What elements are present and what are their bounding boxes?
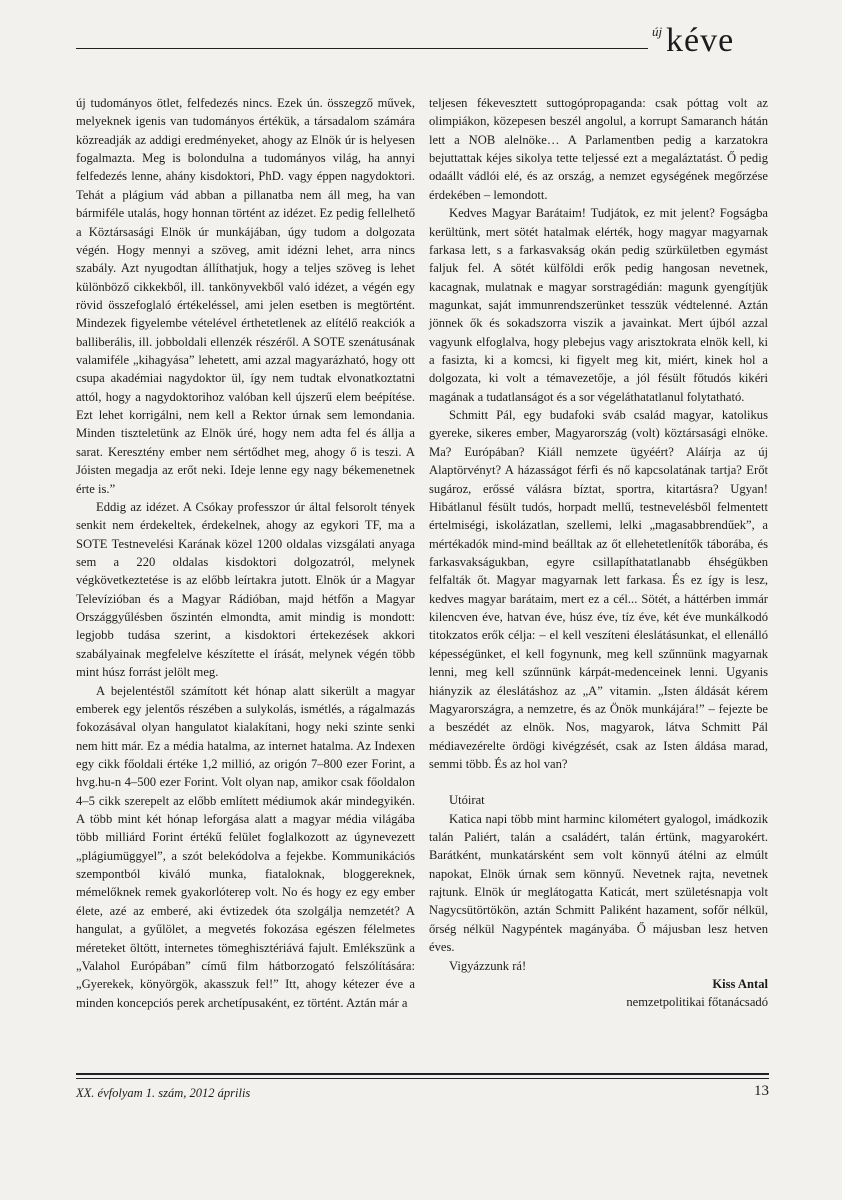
article-paragraph: új tudományos ötlet, felfedezés nincs. Ezek ún. összegző művek, melyeknek igenis van tudományos értékük, a társadalom számára közreadják az addigi eredményeket, ahogy az Elnök úr is helyesen fogalmazta. Meg is bolondulna a tudományos világ, ha annyi felfedezés lenne, ahány kisdoktori, PhD. vagy éppen nagydoktori. Tehát a plágium vád abban a pillanatba nem áll meg, ha van bármiféle utalás, hogy honnan történt az idézet. Ez pedig fellelhető a Köztársasági Elnök úr munkájában, úgy tudom a dolgozata végén. Hogy mennyi a szöveg, amit idézni lehet, arra nincs szabály. Azt nyugodtan állíthatjuk, hogy a teljes szöveg is lehet különböző cikkekből, ill. tankönyvekből való idézet, a végén egy rövid összefoglaló értékeléssel, ami jelen esetben is megtörtént. Mindezek figyelembe vételével érthetetlenek az elítélő reakciók a balliberális, ill. jobboldali ellenzék részéről. A SOTE szenátusának valamiféle „kihagyása” lehetett, ami azzal magyarázható, hogy ott csupa akadémiai nagydoktor ül, így nem tudtak elvonatkoztatni attól, hogy a nagydoktorihoz valóban kell újszerű elem beépítése. Ezt lehet korrigálni, nem kell a Rektor úrnak sem lemondania. Minden tiszteletünk az Elnök úré, hogy nem adta fel és állja a sarat. Keresztény ember nem sértődhet meg, ahogy ő is teszi. A Jóisten megadja az erőt neki. Ideje lenne egy nagy békemenetnek érte is.” [76,96,415,496]
article-paragraph: teljesen fékevesztett suttogópropaganda: csak póttag volt az olimpiákon, közepesen beszél angolul, a korrupt Samaranch hátán lett a NOB alelnöke… A Parlamentben pedig a karzatokra bejuttattak kéjes sikolya tette teljessé ezt a megaláztatást. Ő pedig odaállt vádlói elé, és az ország, a nemzet egységének megőrzése érdekében – lemondott. [429,96,768,202]
right-column [429,94,768,1012]
issue-info: XX. évfolyam 1. szám, 2012 április [76,1086,251,1100]
journal-logo [652,22,772,62]
postscript-body: Katica napi több mint harminc kilométert gyalogol, imádkozik talán Paliért, talán a családért, talán értünk, magyarokért. Barátként, munkatársként sem volt könnyű átélni az elmúlt napokat, Elnök úrnak sem könnyű. Nevetnek rajta, nevetnek rajtunk. Elnök úr meglátogatta Katicát, mert születésnapja volt Nagycsütörtökön, aztán Schmitt Paliként hazament, sofőr nélkül, őrség nélkül Nagypéntek magányába. Ő májusban lesz hetven éves. [429,811,768,955]
header-rule [76,48,648,49]
author-name: Kiss Antal [712,976,768,991]
article-paragraph: Eddig az idézet. A Csókay professzor úr által felsorolt tények senkit nem érdekeltek, érdekelnek, ahogy az egykori TF, ma a SOTE Testnevelési Karának közel 1200 oldalas vizsgálati anyaga sem a 220 oldalas kisdoktori dolgozatról, melynek végkövetkeztetése is az előbb leírtakra jutott. Elnök úr a Magyar Televízióban és a Magyar Rádióban, majd hétfőn a Magyar Országgyűlésben őszintén elmondta, amit mindig is mondott: legjobb tudása szerint, a kisdoktori értekezések akkori szabályainak megfelelve készítette el írását, melynek végén több mint húsz forrást jelölt meg. [76,499,415,680]
article-paragraph: Schmitt Pál, egy budafoki sváb család magyar, katolikus gyereke, sikeres ember, Magyarország (volt) köztársasági elnöke. Ma? Európában? Kiáll nemzete ügyéért? Aláírja az új Alaptörvényt? A házasságot férfi és nő kapcsolatának tartja? Erőt sugároz, erőssé válásra bíztat, sportra, kitartásra? Ugyan! Hibátlanul fésült tudós, horpadt mellű, testnevelésből felmentett értelmiségi, iskolázatlan, szellemi, lelki „magasabbrendűek”, a mértékadók mind-mind beálltak az őt ellehetetlenítők táborába, és farkasvakságukban, egyre csillapíthatatlanabb éhségükben felfalták őt. Magyar magyarnak lett farkasa. És ez így is lesz, kedves magyar barátaim, mert ez a cél... Sötét, a háttérben immár kilencven éve, hatvan éve, húsz éve, tíz éve, két éve munkálkodó titokzatos erők célja: – el kell veszíteni éleslátásunkat, el ellenálló képességünket, el kell fogynunk, meg kell szűnnünk magyarnak lenni, meg kell szűnnünk kárpát-medenceinek lenni. Ugyanis hiányzik az éleslátáshoz az „A” vitamin. „Isten áldását kérem Magyarországra, a nemzetre, és az Önök munkájára!” – fejezte be a beszédét az elnök. Nos, magyarok, látva Schmitt Pál médiavezérelte ördögi kivégzését, csak az Isten áldása marad, semmi több. És az hol van? [429,408,768,771]
footer-rule [76,1073,769,1075]
article-paragraph: A bejelentéstől számított két hónap alatt sikerült a magyar emberek egy jelentős részében a sulykolás, ismétlés, a rágalmazás fokozásával olyan hangulatot kialakítani, hogy neki szinte senki nem hitt már. Ez a média hatalma, az internet hatalma. Az Indexen egy cikk főoldali értéke 1,2 millió, az origón 7–800 ezer Forint, a hvg.hu-n 4–500 ezer Forint. Volt olyan nap, amikor csak főoldalon 4–5 cikk szerepelt az előbb említett médiumok akár mindegyikén. A több mint két hónap leforgása alatt a magyar média világába több milliárd Forint értékű felület foglalkozott az úgynevezett „plágiumüggyel”, a szót belekódolva a fejekbe. Kommunikációs szempontból kiváló munka, fiataloknak, bloggereknek, mémelőknek remek gyakorlóterep volt. No és hogy ez egy ember élete, azé az emberé, aki évtizedek óta szolgálja nemzetét? A hangulat, a gyűlölet, a megvetés fokozása egészen félelmetes méreteket öltött, internetes tömeghisztériává fajult. Emlékszünk a „Valahol Európában” című film hátborzogató felszólítására: „Gyerekek, könyörgök, akasszuk fel!” Itt, ahogy kétezer éve a minden koncepciós perek archetípusaként, ez történt. Aztán már a [76,683,415,1010]
article-paragraph: Kedves Magyar Barátaim! Tudjátok, ez mit jelent? Fogságba kerültünk, mert sötét hatalmak elérték, hogy magyar magyarnak farkasa lett, s a farkasvakság okán pedig szürkületben egymást faljuk fel. A sötét külföldi erők pedig hangosan nevetnek, kacagnak, mulatnak e magyar sorstragédián: magunk gyengítjük magunkat, saját immunrendszerünket tesszük védtelenné. Aztán jönnek ők és sokadszorra viszik a javainkat. Mert újból azzal vagyunk elfoglalva, hogy plebejus vagy arisztokrata elnök kell, ki a fasizta, ki a komcsi, ki figyelt meg kit, miért, kinek hol a dolgozata, ki volt a témavezetője, a jól fésült főtudós kikéri magának a tudatlanságot és a sor végeláthatatlanul folytatható. [429,206,768,404]
page-number: 13 [754,1083,769,1099]
postscript-heading: Utóirat [449,793,485,808]
footer-rule-thin [76,1078,769,1079]
postscript-closing: Vigyázzunk rá! [449,958,527,973]
left-column [76,94,415,1012]
author-title: nemzetpolitikai főtanácsadó [626,995,768,1010]
logo-prefix: új [652,24,663,39]
logo-title: kéve [666,22,735,59]
